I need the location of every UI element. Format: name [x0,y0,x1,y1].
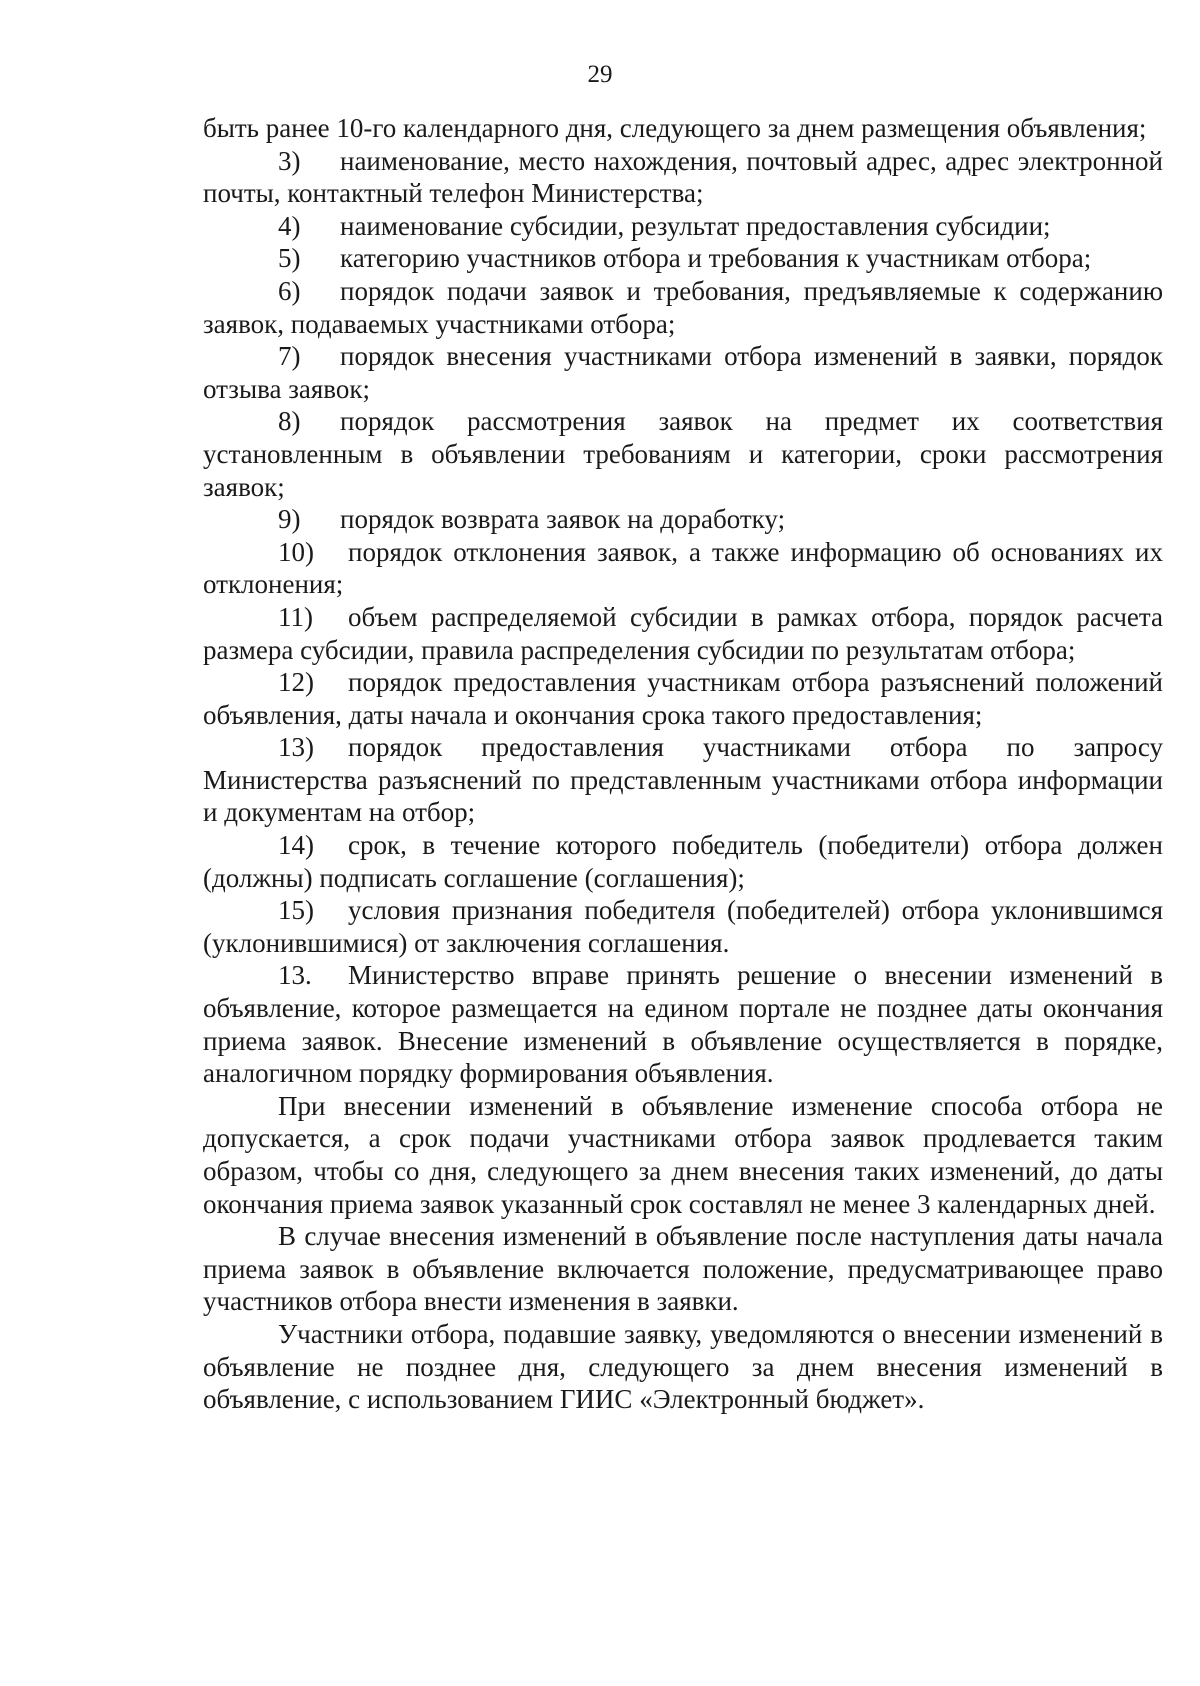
list-item [203,601,1163,666]
clause-13 [203,959,1163,1089]
list-item [203,666,1163,731]
paragraph: Участники отбора, подавшие заявку, уведомляются о внесении изменений в объявление не позднее дня, следующего за днем внесения изменений в объявление, с использованием ГИИС «Электронный бюджет». [203,1318,1163,1415]
item-text: условия признания победителя (победителей) отбора уклонившимся (уклонившимися) от заключения соглашения. [203,895,1163,958]
continuation-paragraph: быть ранее 10-го календарного дня, следующего за днем размещения объявления; [203,113,1147,143]
item-number: 8) [278,406,301,437]
item-text: порядок внесения участниками отбора изменений в заявки, порядок отзыва заявок; [203,341,1163,404]
item-text: порядок возврата заявок на доработку; [340,504,786,535]
list-item [203,894,1163,959]
list-item [203,405,1163,503]
clause-number: 13. [278,960,312,991]
clause-text: Министерство вправе принять решение о внесении изменений в объявление, которое размещается на едином портале не позднее даты окончания приема заявок. Внесение изменений в объявление осуществляется в порядке, аналогичном порядку формирования объявления. [203,960,1163,1089]
item-number: 11) [278,601,313,632]
list-item [203,210,1163,243]
item-number: 12) [278,667,314,698]
page-number: 29 [587,61,613,88]
list-item [203,731,1163,829]
item-number: 6) [278,275,301,306]
item-number: 15) [278,895,314,926]
list-item [203,340,1163,405]
item-text: порядок предоставления участникам отбора разъяснений положений объявления, даты начала и окончания срока такого предоставления; [203,667,1163,730]
list-item [203,536,1163,601]
item-number: 5) [278,243,301,274]
item-number: 3) [278,145,301,176]
item-text: порядок предоставления участниками отбора по запросу Министерства разъяснений по представленным участниками отбора информации и документам на отбор; [203,732,1163,828]
item-number: 7) [278,341,301,372]
list-item [203,503,1163,536]
item-number: 10) [278,536,314,567]
paragraph: При внесении изменений в объявление изменение способа отбора не допускается, а срок подачи участниками отбора заявок продлевается таким образом, чтобы со дня, следующего за днем внесения таких изменений, до даты окончания приема заявок указанный срок составлял не менее 3 календарных дней. [203,1090,1163,1219]
list-item [203,829,1163,894]
list-item [203,275,1163,340]
item-number: 4) [278,210,301,241]
item-text: срок, в течение которого победитель (победители) отбора должен (должны) подписать соглашение (соглашения); [203,830,1163,893]
item-text: порядок подачи заявок и требования, предъявляемые к содержанию заявок, подаваемых участниками отбора; [203,275,1163,339]
item-text: порядок отклонения заявок, а также информацию об основаниях их отклонения; [203,536,1163,600]
document-body [203,112,1163,1416]
item-text: наименование, место нахождения, почтовый адрес, адрес электронной почты, контактный телефон Министерства; [203,145,1163,209]
paragraph: В случае внесения изменений в объявление после наступления даты начала приема заявок в объявление включается положение, предусматривающее право участников отбора внести изменения в заявки. [203,1221,1163,1317]
item-number: 13) [278,732,314,763]
item-text: наименование субсидии, результат предоставления субсидии; [340,210,1051,241]
item-number: 9) [278,504,301,535]
item-number: 14) [278,830,314,861]
list-item [203,242,1163,275]
item-text: категорию участников отбора и требования к участникам отбора; [340,243,1092,274]
item-text: порядок рассмотрения заявок на предмет их соответствия установленным в объявлении требованиям и категории, сроки рассмотрения заявок; [203,406,1163,502]
list-item [203,145,1163,210]
item-text: объем распределяемой субсидии в рамках отбора, порядок расчета размера субсидии, правила распределения субсидии по результатам отбора; [203,601,1163,665]
